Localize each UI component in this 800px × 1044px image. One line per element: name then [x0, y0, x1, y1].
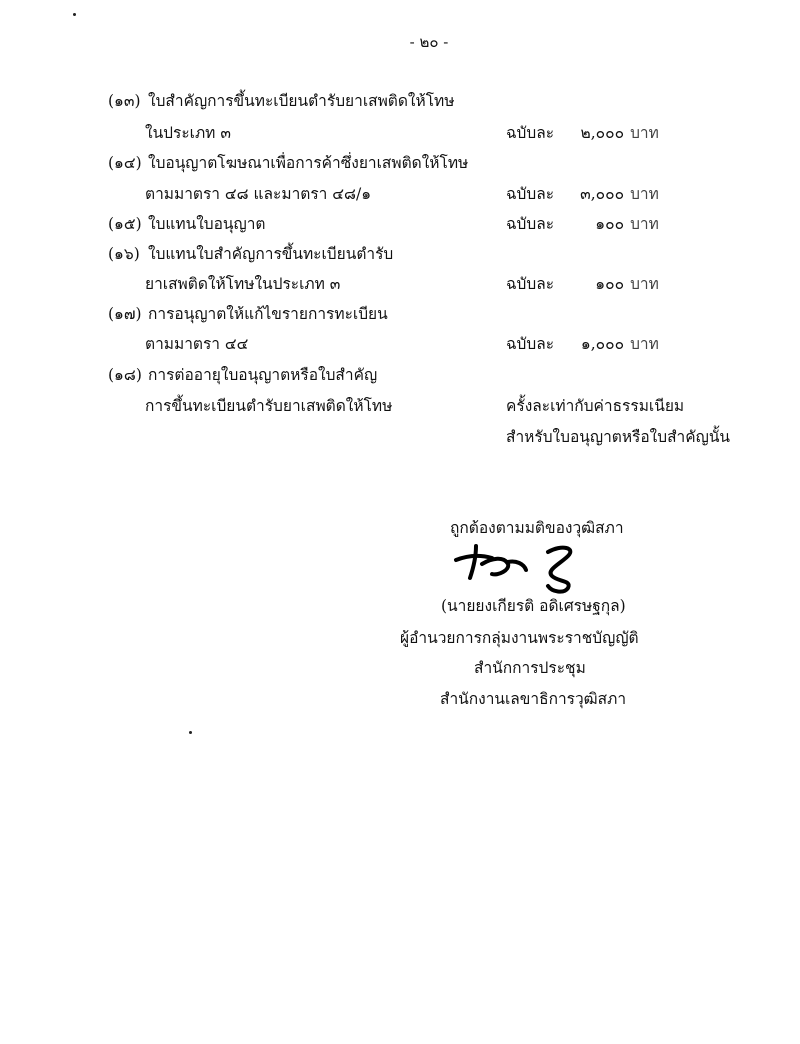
fee-amount: ๑๐๐: [595, 275, 625, 293]
item-16-fee: [506, 271, 659, 296]
fee-prefix: ฉบับละ: [506, 275, 555, 293]
fee-prefix: ฉบับละ: [506, 185, 555, 203]
item-14-number: (๑๔): [108, 154, 142, 172]
fee-amount: ๓,๐๐๐: [580, 185, 625, 203]
item-16-number: (๑๖): [108, 245, 140, 263]
item-13-fee: [506, 120, 659, 145]
item-14-text-line-1: ใบอนุญาตโฆษณาเพื่อการค้าซึ่งยาเสพติดให้โทษ: [148, 154, 469, 172]
fee-amount: ๒,๐๐๐: [580, 124, 625, 142]
item-18-fee-line-2: สำหรับใบอนุญาตหรือใบสำคัญนั้น: [506, 428, 731, 446]
fee-prefix: ฉบับละ: [506, 124, 555, 142]
fee-unit: บาท: [630, 215, 659, 233]
fee-prefix: ฉบับละ: [506, 335, 555, 353]
item-15-text-line-1: ใบแทนใบอนุญาต: [148, 215, 266, 233]
fee-prefix: ฉบับละ: [506, 215, 555, 233]
item-17-text-line-2: ตามมาตรา ๔๔: [145, 335, 249, 353]
item-16-text-line-1: ใบแทนใบสำคัญการขึ้นทะเบียนตำรับ: [148, 245, 394, 263]
item-18-text-line-1: การต่ออายุใบอนุญาตหรือใบสำคัญ: [148, 366, 378, 384]
item-18-text-line-2: การขึ้นทะเบียนตำรับยาเสพติดให้โทษ: [145, 397, 393, 415]
item-17-fee: [506, 331, 659, 356]
signatory-bureau: สำนักการประชุม: [474, 659, 586, 677]
signatory-position: ผู้อำนวยการกลุ่มงานพระราชบัญญัติ: [400, 629, 639, 647]
item-14-text-line-2: ตามมาตรา ๔๘ และมาตรา ๔๘/๑: [145, 185, 372, 203]
item-15-fee: [506, 211, 659, 236]
item-16-text-line-2: ยาเสพติดให้โทษในประเภท ๓: [145, 275, 341, 293]
page-number: - ๒๐ -: [409, 33, 449, 51]
fee-amount: ๑๐๐: [595, 215, 625, 233]
fee-unit: บาท: [630, 275, 659, 293]
item-17-text-line-1: การอนุญาตให้แก้ไขรายการทะเบียน: [148, 305, 388, 323]
scan-speck: [189, 731, 192, 734]
fee-amount: ๑,๐๐๐: [580, 335, 625, 353]
signatory-name: (นายยงเกียรติ อดิเศรษฐกุล): [441, 597, 626, 615]
fee-unit: บาท: [630, 335, 659, 353]
item-14-fee: [506, 181, 659, 206]
item-13-text-line-1: ใบสำคัญการขึ้นทะเบียนตำรับยาเสพติดให้โทษ: [148, 92, 455, 110]
item-18-number: (๑๘): [108, 366, 142, 384]
item-13-number: (๑๓): [108, 92, 141, 110]
signature-image: [452, 540, 592, 596]
item-18-fee-line-1: ครั้งละเท่ากับค่าธรรมเนียม: [506, 397, 685, 415]
signatory-office: สำนักงานเลขาธิการวุฒิสภา: [440, 690, 627, 708]
item-13-text-line-2: ในประเภท ๓: [145, 124, 231, 142]
fee-unit: บาท: [630, 185, 659, 203]
fee-unit: บาท: [630, 124, 659, 142]
item-17-number: (๑๗): [108, 305, 142, 323]
item-15-number: (๑๕): [108, 215, 142, 233]
scan-speck: [73, 13, 76, 16]
certification-heading: ถูกต้องตามมติของวุฒิสภา: [450, 519, 624, 537]
